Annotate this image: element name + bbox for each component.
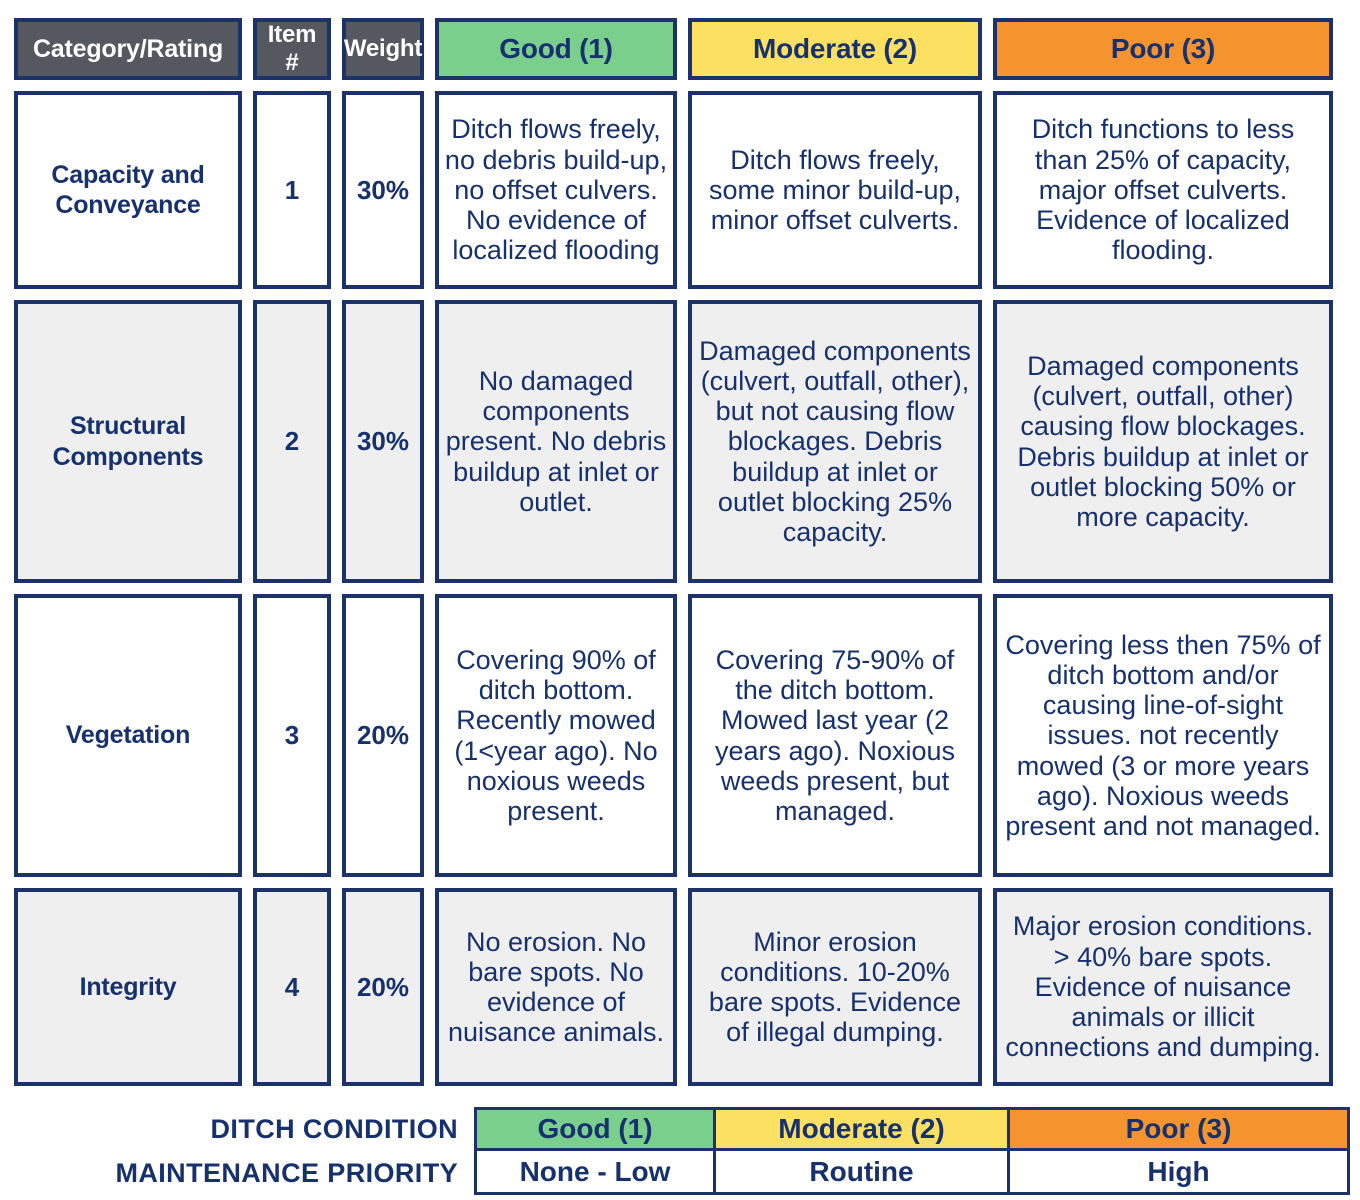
summary-priority-poor: High — [1010, 1151, 1350, 1195]
table-row: Integrity — [14, 888, 242, 1086]
table-row: Covering less then 75% of ditch bottom and/or causing line-of-sight issues. not recently mowed (3 or more years ago). Noxious weeds present and not managed. — [993, 594, 1333, 877]
table-row: 20% — [342, 594, 424, 877]
table-row: 20% — [342, 888, 424, 1086]
table-row: No damaged components present. No debris buildup at inlet or outlet. — [435, 300, 677, 583]
table-row: 2 — [253, 300, 331, 583]
table-row: Covering 90% of ditch bottom. Recently mowed (1<year ago). No noxious weeds present. — [435, 594, 677, 877]
table-row: 3 — [253, 594, 331, 877]
table-row: Damaged components (culvert, outfall, other), but not causing flow blockages. Debris buildup at inlet or outlet blocking 25% capacity. — [688, 300, 982, 583]
table-row: 30% — [342, 300, 424, 583]
table-row: 30% — [342, 91, 424, 289]
header-moderate: Moderate (2) — [688, 18, 982, 80]
summary-condition-good: Good (1) — [474, 1107, 716, 1151]
header-poor: Poor (3) — [993, 18, 1333, 80]
table-row: Ditch functions to less than 25% of capacity, major offset culverts. Evidence of localized flooding. — [993, 91, 1333, 289]
rating-matrix-table — [14, 18, 1346, 1086]
table-row: Major erosion conditions. > 40% bare spots. Evidence of nuisance animals or illicit connections and dumping. — [993, 888, 1333, 1086]
table-row: Ditch flows freely, no debris build-up, no offset culvers. No evidence of localized flooding — [435, 91, 677, 289]
summary-priority-moderate: Routine — [716, 1151, 1010, 1195]
maintenance-priority-label: MAINTENANCE PRIORITY — [115, 1157, 458, 1188]
table-row: Damaged components (culvert, outfall, other) causing flow blockages. Debris buildup at inlet or outlet blocking 50% or more capacity. — [993, 300, 1333, 583]
table-row: Minor erosion conditions. 10-20% bare spots. Evidence of illegal dumping. — [688, 888, 982, 1086]
table-row: Structural Components — [14, 300, 242, 583]
table-row: Ditch flows freely, some minor build-up, minor offset culverts. — [688, 91, 982, 289]
summary-condition-moderate: Moderate (2) — [716, 1107, 1010, 1151]
table-row: Covering 75-90% of the ditch bottom. Mowed last year (2 years ago). Noxious weeds present, but managed. — [688, 594, 982, 877]
header-weight: Weight — [342, 18, 424, 80]
header-item-number: Item # — [253, 18, 331, 80]
summary-priority-good: None - Low — [474, 1151, 716, 1195]
header-good: Good (1) — [435, 18, 677, 80]
table-row: 4 — [253, 888, 331, 1086]
summary-condition-poor: Poor (3) — [1010, 1107, 1350, 1151]
ditch-condition-label: DITCH CONDITION — [210, 1113, 458, 1144]
summary-legend — [14, 1107, 1350, 1195]
table-row: Capacity and Conveyance — [14, 91, 242, 289]
table-row: No erosion. No bare spots. No evidence of nuisance animals. — [435, 888, 677, 1086]
table-row: Vegetation — [14, 594, 242, 877]
table-row: 1 — [253, 91, 331, 289]
header-category-rating: Category/Rating — [14, 18, 242, 80]
